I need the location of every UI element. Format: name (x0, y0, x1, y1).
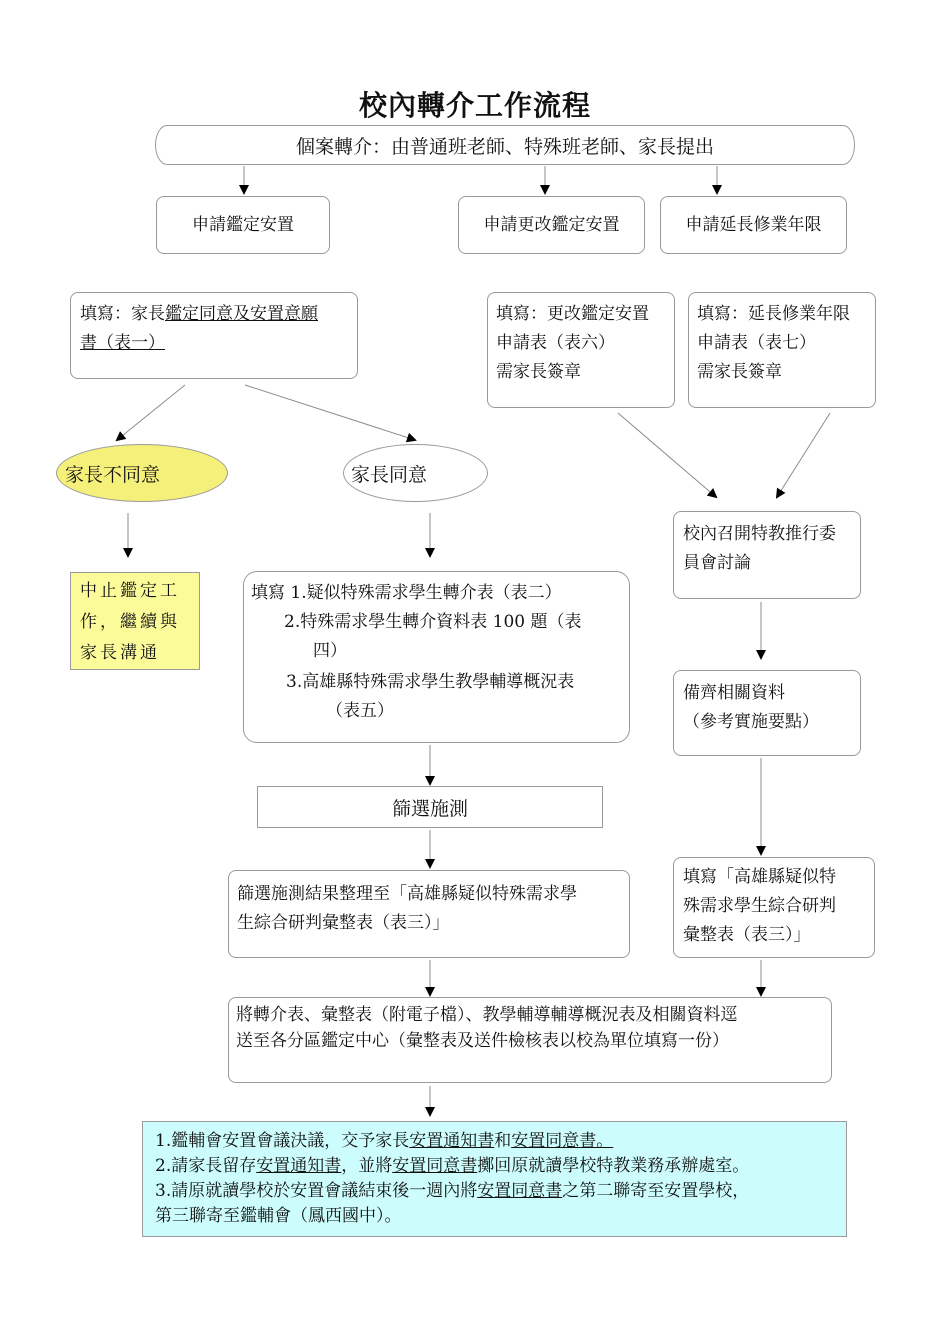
final-box (142, 1121, 847, 1237)
stop-line1: 中止鑑定工 (80, 581, 180, 601)
screening-box (257, 786, 603, 828)
forms-line5: （表五） (326, 701, 394, 721)
stop-line2: 作，繼續與 (80, 612, 180, 632)
apply-identify-box (156, 196, 330, 254)
forms-line3: 四） (313, 641, 347, 661)
prepare-line2: （參考實施要點） (683, 712, 819, 732)
change-line3: 需家長簽章 (496, 362, 581, 382)
placement-consent-link-2: 安置同意書 (392, 1156, 478, 1176)
stop-box (70, 572, 200, 670)
placement-consent-link-1: 安置同意書。 (511, 1131, 614, 1151)
arrow-consent-to-disagree (117, 385, 185, 440)
parent-disagree-label: 家長不同意 (65, 463, 161, 486)
final-l2-c: ，並將 (341, 1156, 393, 1176)
fill-forms-box (243, 571, 630, 743)
send-line1: 將轉介表、彙整表（附電子檔）、教學輔導輔導概況表及相關資料逕 (236, 1005, 738, 1025)
final-l2-e: 擲回原就讀學校特教業務承辦處室。 (477, 1156, 750, 1176)
apply-change-box (458, 196, 645, 254)
committee-box (673, 511, 861, 599)
send-line2: 送至各分區鑑定中心（彙整表及送件檢核表以校為單位填寫一份） (236, 1031, 729, 1051)
page-title: 校內轉介工作流程 (358, 89, 591, 122)
fill-change-box (487, 292, 675, 408)
committee-line2: 員會討論 (683, 553, 751, 573)
arrow-consent-to-agree (245, 385, 415, 440)
consent-form-link-2: 書（表一） (80, 333, 165, 353)
stop-line3: 家長溝通 (80, 643, 160, 663)
apply-identify-label: 申請鑑定安置 (192, 214, 294, 235)
apply-extend-label: 申請延長修業年限 (685, 214, 822, 235)
referral-text: 個案轉介：由普通班老師、特殊班老師、家長提出 (295, 135, 714, 158)
placement-consent-link-3: 安置同意書 (477, 1181, 563, 1201)
prepare-box (673, 670, 861, 756)
final-l3-c: 之第二聯寄至安置學校， (562, 1181, 750, 1201)
result-line1: 篩選施測結果整理至「高雄縣疑似特殊需求學 (237, 884, 577, 904)
result-line2: 生綜合研判彙整表（表三）」 (237, 913, 450, 933)
screening-label: 篩選施測 (391, 797, 468, 820)
placement-notice-link-1: 安置通知書 (409, 1131, 495, 1151)
change-line1: 填寫：更改鑑定安置 (496, 304, 649, 324)
final-l2-a: 2.請家長留存 (155, 1156, 257, 1176)
consent-form-link-1: 鑑定同意及安置意願 (165, 304, 318, 324)
extend-line1: 填寫：延長修業年限 (697, 304, 850, 324)
extend-line3: 需家長簽章 (697, 362, 782, 382)
extend-line2: 申請表（表七） (697, 333, 816, 353)
forms-line2: 2.特殊需求學生轉介資料表 100 題（表 (284, 612, 582, 632)
final-l1-c: 和 (494, 1131, 512, 1151)
forms-line1: 填寫 1.疑似特殊需求學生轉介表（表二） (251, 583, 562, 603)
arrow-extend-to-committee (777, 413, 830, 497)
summary-line3: 彙整表（表三）」 (683, 925, 811, 945)
prepare-line1: 備齊相關資料 (683, 683, 785, 703)
final-l1-a: 1.鑑輔會安置會議決議，交予家長 (155, 1131, 410, 1151)
consent-prefix: 填寫：家長 (80, 304, 165, 324)
parent-disagree-ellipse (56, 444, 228, 502)
forms-line4: 3.高雄縣特殊需求學生教學輔導概況表 (286, 672, 575, 692)
final-l3-a: 3.請原就讀學校於安置會議結束後一週內將 (155, 1181, 478, 1201)
committee-line1: 校內召開特教推行委 (683, 524, 836, 544)
parent-agree-ellipse (343, 444, 488, 502)
send-box (228, 997, 832, 1083)
summary-line1: 填寫「高雄縣疑似特 (683, 867, 836, 887)
fill-consent-box (70, 292, 358, 379)
change-line2: 申請表（表六） (496, 333, 615, 353)
parent-agree-label: 家長同意 (351, 463, 428, 486)
final-l4: 第三聯寄至鑑輔會（鳳西國中）。 (155, 1206, 402, 1226)
fill-extend-box (688, 292, 876, 408)
screening-result-box (228, 870, 630, 958)
apply-extend-box (660, 196, 847, 254)
apply-change-label: 申請更改鑑定安置 (483, 214, 620, 235)
summary-line2: 殊需求學生綜合研判 (683, 896, 836, 916)
arrow-change-to-committee (618, 413, 716, 497)
placement-notice-link-2: 安置通知書 (256, 1156, 342, 1176)
fill-summary-box (673, 857, 875, 958)
referral-box (155, 125, 855, 165)
